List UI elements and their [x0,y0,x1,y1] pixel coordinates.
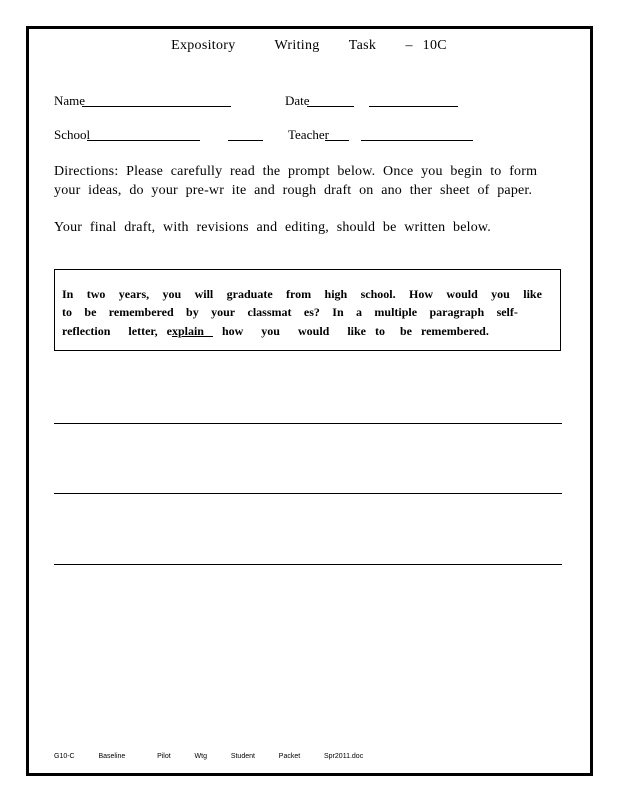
prompt-line-3 [62,324,542,339]
footer-filename: G10-C Baseline Pilot Wtg Student Packet Spr2011.doc [54,753,364,760]
prompt-box [54,269,561,351]
prompt-word: you [162,287,182,301]
prompt-word: two [86,287,106,301]
prompt-line-2 [62,305,518,320]
prompt-word: from [286,287,312,301]
prompt-word: be [84,305,97,319]
prompt-word: self- [496,305,518,319]
prompt-word: remembered [108,305,174,319]
date-field[interactable] [307,94,354,107]
prompt-word: to [62,305,72,319]
prompt-text-a: reflection letter, e [62,324,172,338]
date-label: Date [285,93,310,108]
prompt-word: school. [360,287,396,301]
prompt-word: would [446,287,478,301]
teacher-field-extra[interactable] [361,128,473,141]
final-draft-instructions: Your final draft, with revisions and editing, should be written below. [54,220,492,235]
prompt-word: a [356,305,363,319]
prompt-word: your [211,305,236,319]
page-title: Expository Writing Task – 10C [171,38,447,53]
school-field-extra[interactable] [228,128,263,141]
prompt-word: multiple [374,305,418,319]
prompt-word: years, [118,287,150,301]
prompt-word: classmat [247,305,292,319]
prompt-word: es? [303,305,320,319]
school-label: School [54,127,91,142]
date-field-extra[interactable] [369,94,458,107]
school-field[interactable] [87,128,200,141]
writing-line-1[interactable] [54,423,562,424]
prompt-word: you [491,287,510,301]
prompt-word: will [194,287,214,301]
prompt-word: paragraph [429,305,485,319]
prompt-word: In [62,287,74,301]
prompt-word: by [186,305,199,319]
prompt-word: like [523,287,542,301]
teacher-field[interactable] [325,128,349,141]
name-field[interactable] [82,94,231,107]
directions-text: Directions: Please carefully read the prompt below. Once you begin to form your ideas, do your pre-wr ite and rough draft on ano ther sheet of paper. [54,164,538,198]
prompt-line-1 [62,287,542,302]
prompt-word: high [324,287,348,301]
writing-line-3[interactable] [54,564,562,565]
teacher-label: Teacher [288,127,329,142]
explain-underlined: xplain [171,324,213,338]
prompt-word: In [332,305,344,319]
name-label: Name [54,93,86,108]
writing-line-2[interactable] [54,493,562,494]
prompt-text-b: how you would like to be remembered. [212,324,489,338]
prompt-word: graduate [226,287,273,301]
prompt-word: How [409,287,434,301]
